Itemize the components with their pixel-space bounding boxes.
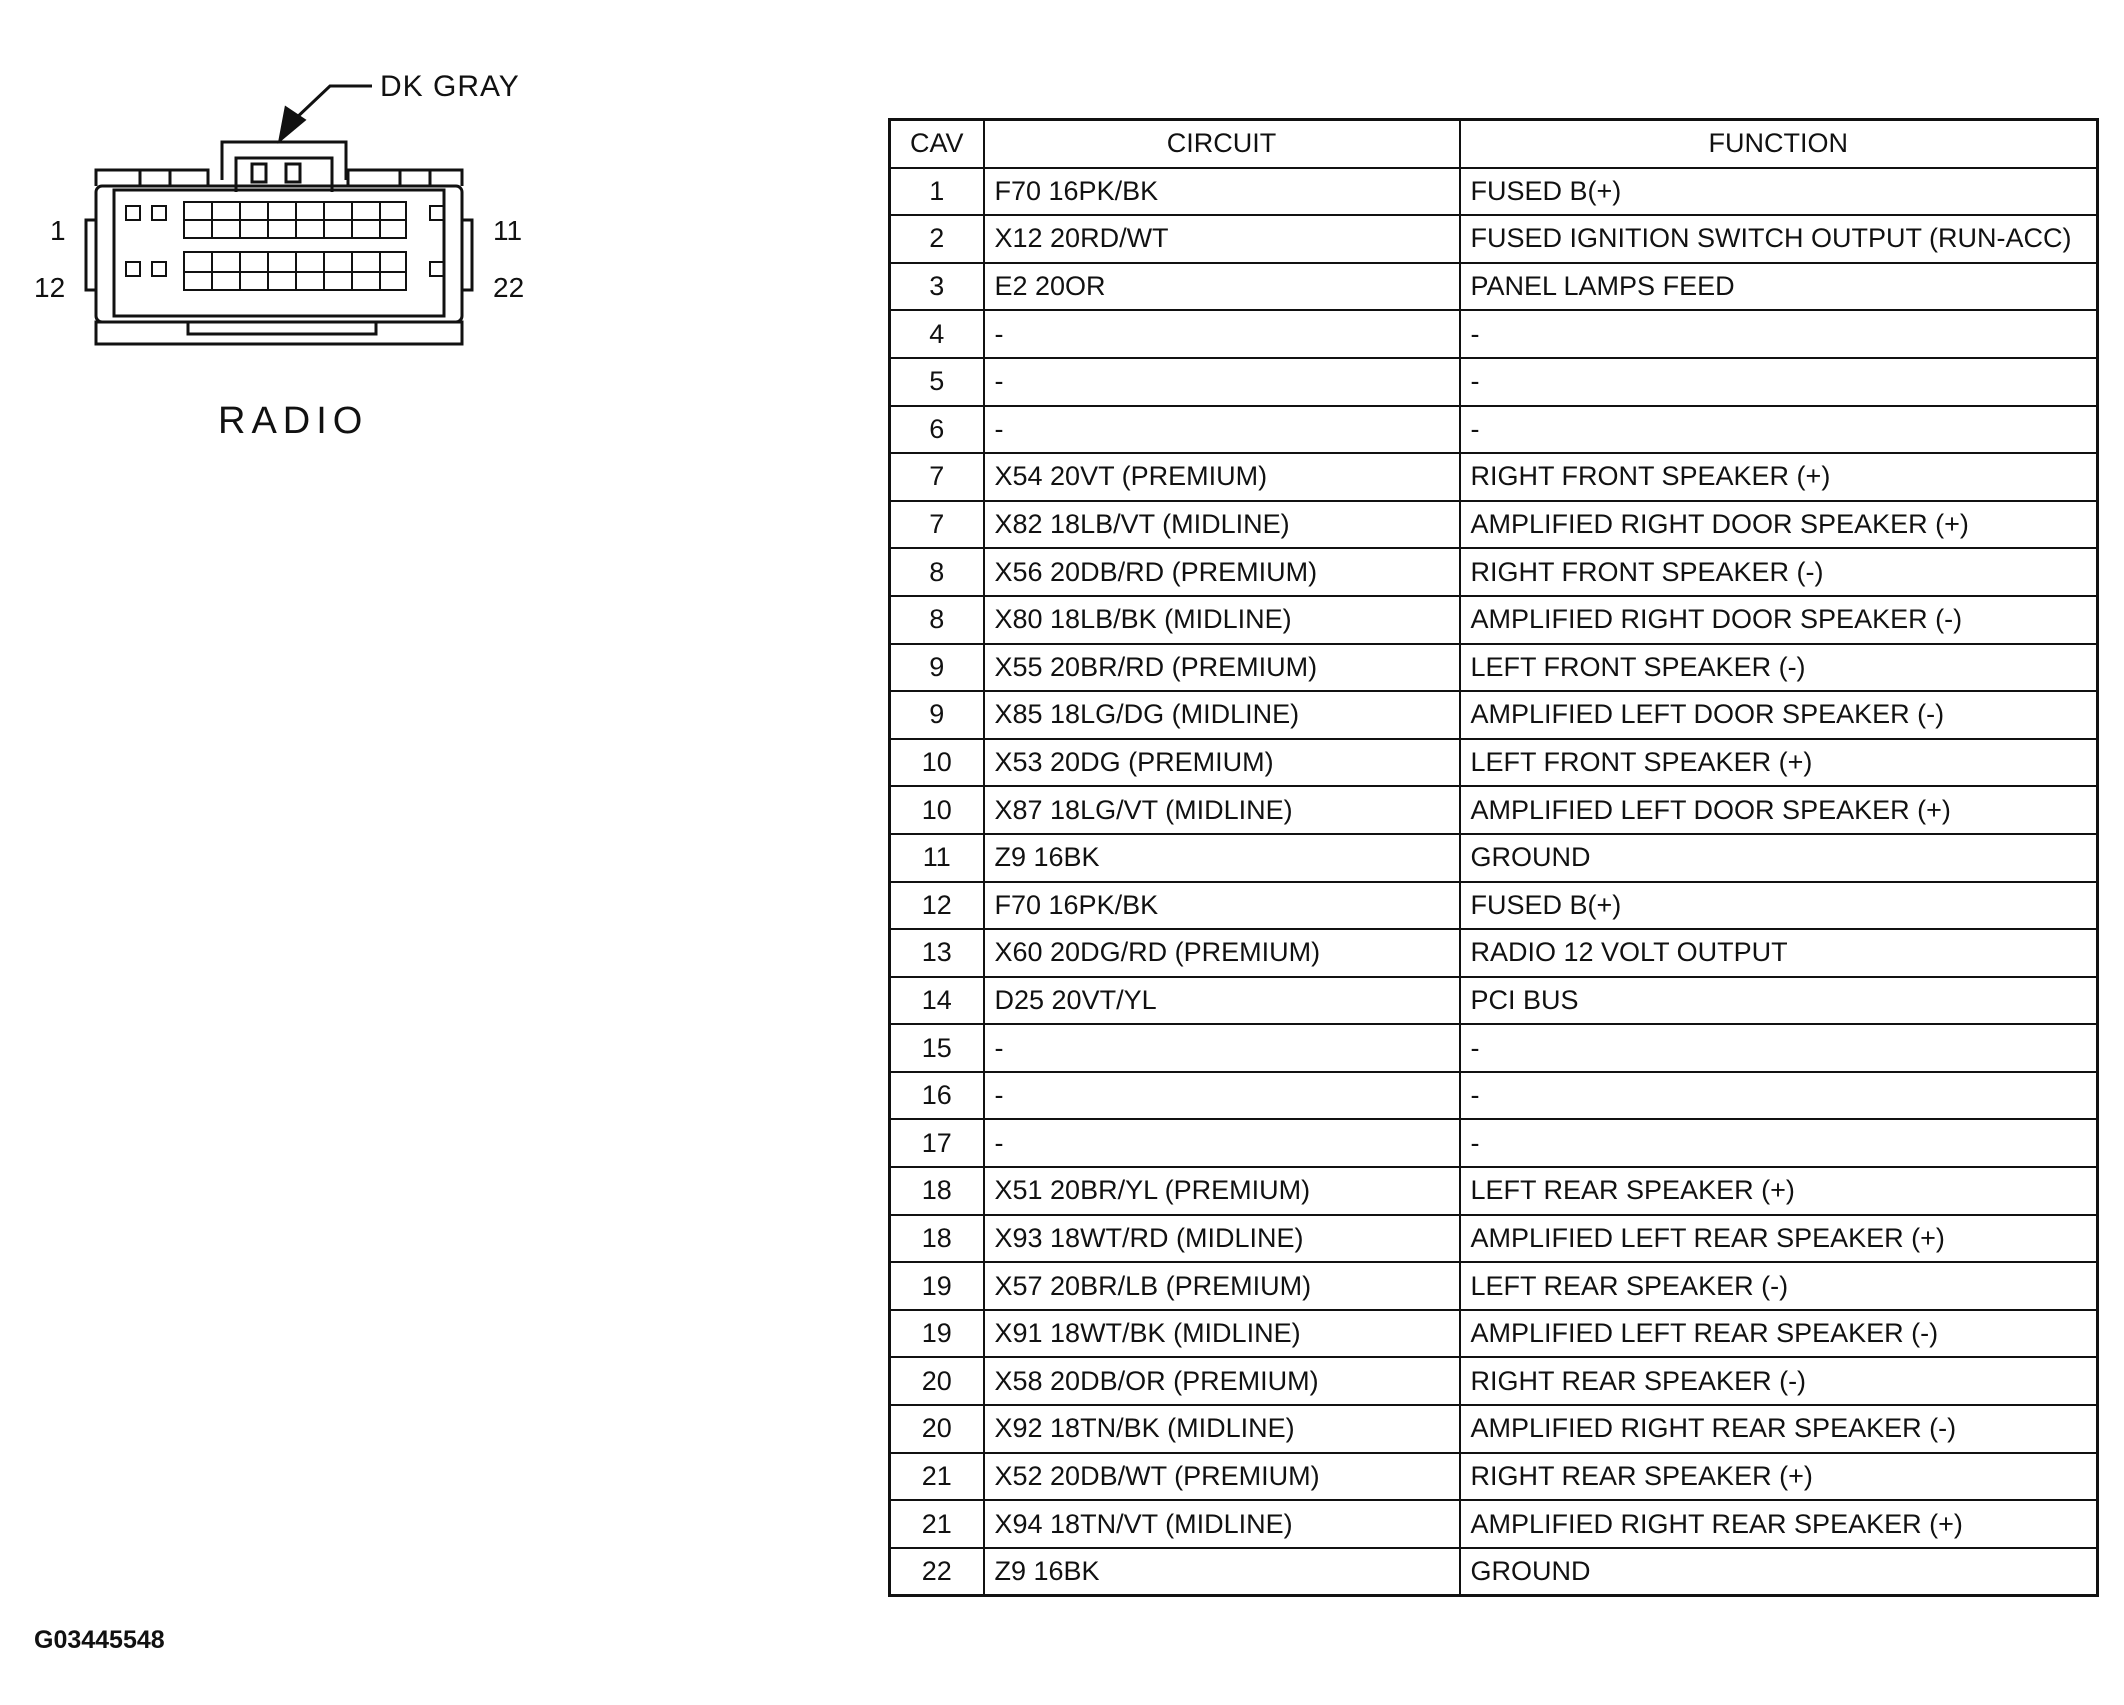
function-cell: PCI BUS — [1460, 977, 2098, 1025]
function-cell: RIGHT REAR SPEAKER (-) — [1460, 1357, 2098, 1405]
circuit-cell: X52 20DB/WT (PREMIUM) — [984, 1453, 1460, 1501]
cav-cell: 7 — [890, 453, 984, 501]
table-row — [890, 1119, 2098, 1167]
function-cell: FUSED B(+) — [1460, 168, 2098, 216]
circuit-cell: X93 18WT/RD (MIDLINE) — [984, 1215, 1460, 1263]
circuit-cell: - — [984, 1072, 1460, 1120]
table-row — [890, 1215, 2098, 1263]
cav-cell: 5 — [890, 358, 984, 406]
cav-cell: 9 — [890, 644, 984, 692]
header-cav: CAV — [890, 120, 984, 168]
circuit-cell: - — [984, 1024, 1460, 1072]
table-row — [890, 263, 2098, 311]
function-cell: AMPLIFIED LEFT DOOR SPEAKER (+) — [1460, 786, 2098, 834]
cav-cell: 2 — [890, 215, 984, 263]
function-cell: FUSED IGNITION SWITCH OUTPUT (RUN-ACC) — [1460, 215, 2098, 263]
pin-label-bottom-right: 22 — [493, 272, 525, 303]
table-row — [890, 1167, 2098, 1215]
table-row — [890, 310, 2098, 358]
circuit-cell: F70 16PK/BK — [984, 168, 1460, 216]
circuit-cell: Z9 16BK — [984, 1548, 1460, 1596]
table-row — [890, 834, 2098, 882]
circuit-cell: X87 18LG/VT (MIDLINE) — [984, 786, 1460, 834]
table-row — [890, 977, 2098, 1025]
circuit-cell: X58 20DB/OR (PREMIUM) — [984, 1357, 1460, 1405]
cav-cell: 11 — [890, 834, 984, 882]
cav-cell: 20 — [890, 1405, 984, 1453]
cav-cell: 13 — [890, 929, 984, 977]
function-cell: PANEL LAMPS FEED — [1460, 263, 2098, 311]
cav-cell: 7 — [890, 501, 984, 549]
function-cell: AMPLIFIED RIGHT DOOR SPEAKER (-) — [1460, 596, 2098, 644]
header-circuit: CIRCUIT — [984, 120, 1460, 168]
table-row — [890, 929, 2098, 977]
circuit-cell: X56 20DB/RD (PREMIUM) — [984, 548, 1460, 596]
figure-id: G03445548 — [34, 1626, 165, 1654]
table-row — [890, 1357, 2098, 1405]
circuit-cell: - — [984, 1119, 1460, 1167]
cav-cell: 18 — [890, 1167, 984, 1215]
table-row — [890, 1405, 2098, 1453]
connector-color-label: DK GRAY — [380, 70, 520, 103]
table-row — [890, 1310, 2098, 1358]
table-row — [890, 1072, 2098, 1120]
cavity-grid — [126, 202, 444, 290]
function-cell: GROUND — [1460, 834, 2098, 882]
function-cell: - — [1460, 310, 2098, 358]
table-row — [890, 215, 2098, 263]
circuit-cell: X55 20BR/RD (PREMIUM) — [984, 644, 1460, 692]
circuit-cell: X94 18TN/VT (MIDLINE) — [984, 1500, 1460, 1548]
cav-cell: 19 — [890, 1262, 984, 1310]
cav-cell: 10 — [890, 786, 984, 834]
table-row — [890, 596, 2098, 644]
function-cell: LEFT REAR SPEAKER (+) — [1460, 1167, 2098, 1215]
circuit-cell: - — [984, 406, 1460, 454]
circuit-cell: X53 20DG (PREMIUM) — [984, 739, 1460, 787]
cav-cell: 17 — [890, 1119, 984, 1167]
cav-cell: 21 — [890, 1453, 984, 1501]
circuit-cell: X92 18TN/BK (MIDLINE) — [984, 1405, 1460, 1453]
cav-cell: 14 — [890, 977, 984, 1025]
table-row — [890, 1500, 2098, 1548]
function-cell: AMPLIFIED RIGHT REAR SPEAKER (-) — [1460, 1405, 2098, 1453]
table-row — [890, 739, 2098, 787]
connector-diagram — [0, 0, 700, 480]
function-cell: RADIO 12 VOLT OUTPUT — [1460, 929, 2098, 977]
cav-cell: 8 — [890, 596, 984, 644]
table-row — [890, 406, 2098, 454]
function-cell: AMPLIFIED RIGHT DOOR SPEAKER (+) — [1460, 501, 2098, 549]
pin-label-bottom-left: 12 — [34, 272, 66, 303]
table-row — [890, 358, 2098, 406]
cav-cell: 10 — [890, 739, 984, 787]
table-row — [890, 691, 2098, 739]
table-row — [890, 644, 2098, 692]
table-row — [890, 453, 2098, 501]
table-row — [890, 168, 2098, 216]
circuit-cell: E2 20OR — [984, 263, 1460, 311]
circuit-cell: X54 20VT (PREMIUM) — [984, 453, 1460, 501]
table-row — [890, 1548, 2098, 1596]
function-cell: LEFT FRONT SPEAKER (+) — [1460, 739, 2098, 787]
cav-cell: 18 — [890, 1215, 984, 1263]
function-cell: RIGHT FRONT SPEAKER (-) — [1460, 548, 2098, 596]
circuit-cell: D25 20VT/YL — [984, 977, 1460, 1025]
cav-cell: 4 — [890, 310, 984, 358]
circuit-cell: - — [984, 310, 1460, 358]
function-cell: LEFT REAR SPEAKER (-) — [1460, 1262, 2098, 1310]
circuit-cell: X80 18LB/BK (MIDLINE) — [984, 596, 1460, 644]
cav-cell: 22 — [890, 1548, 984, 1596]
function-cell: AMPLIFIED RIGHT REAR SPEAKER (+) — [1460, 1500, 2098, 1548]
circuit-cell: X57 20BR/LB (PREMIUM) — [984, 1262, 1460, 1310]
color-leader-line — [292, 86, 372, 122]
cav-cell: 21 — [890, 1500, 984, 1548]
connector-latch — [222, 142, 346, 180]
function-cell: FUSED B(+) — [1460, 882, 2098, 930]
table-row — [890, 1024, 2098, 1072]
cav-cell: 1 — [890, 168, 984, 216]
circuit-cell: - — [984, 358, 1460, 406]
connector-housing — [96, 170, 462, 186]
function-cell: - — [1460, 1024, 2098, 1072]
cav-cell: 12 — [890, 882, 984, 930]
function-cell: - — [1460, 358, 2098, 406]
function-cell: AMPLIFIED LEFT REAR SPEAKER (+) — [1460, 1215, 2098, 1263]
function-cell: AMPLIFIED LEFT DOOR SPEAKER (-) — [1460, 691, 2098, 739]
cav-cell: 19 — [890, 1310, 984, 1358]
circuit-cell: F70 16PK/BK — [984, 882, 1460, 930]
table-body — [890, 168, 2098, 1596]
cav-cell: 6 — [890, 406, 984, 454]
cav-cell: 16 — [890, 1072, 984, 1120]
function-cell: AMPLIFIED LEFT REAR SPEAKER (-) — [1460, 1310, 2098, 1358]
circuit-cell: X85 18LG/DG (MIDLINE) — [984, 691, 1460, 739]
circuit-cell: X82 18LB/VT (MIDLINE) — [984, 501, 1460, 549]
circuit-cell: X12 20RD/WT — [984, 215, 1460, 263]
function-cell: - — [1460, 1072, 2098, 1120]
header-function: FUNCTION — [1460, 120, 2098, 168]
cav-cell: 15 — [890, 1024, 984, 1072]
function-cell: GROUND — [1460, 1548, 2098, 1596]
table-row — [890, 548, 2098, 596]
table-row — [890, 1453, 2098, 1501]
function-cell: RIGHT REAR SPEAKER (+) — [1460, 1453, 2098, 1501]
connector-name: RADIO — [218, 400, 369, 442]
function-cell: - — [1460, 406, 2098, 454]
pin-label-top-right: 11 — [493, 215, 523, 246]
table-row — [890, 1262, 2098, 1310]
pinout-table — [888, 118, 2099, 1597]
circuit-cell: X91 18WT/BK (MIDLINE) — [984, 1310, 1460, 1358]
function-cell: RIGHT FRONT SPEAKER (+) — [1460, 453, 2098, 501]
table-row — [890, 501, 2098, 549]
table-row — [890, 786, 2098, 834]
pin-label-top-left: 1 — [50, 215, 66, 246]
table-header-row — [890, 120, 2098, 168]
cav-cell: 3 — [890, 263, 984, 311]
table-row — [890, 882, 2098, 930]
circuit-cell: Z9 16BK — [984, 834, 1460, 882]
function-cell: LEFT FRONT SPEAKER (-) — [1460, 644, 2098, 692]
cav-cell: 8 — [890, 548, 984, 596]
function-cell: - — [1460, 1119, 2098, 1167]
circuit-cell: X51 20BR/YL (PREMIUM) — [984, 1167, 1460, 1215]
cav-cell: 9 — [890, 691, 984, 739]
cav-cell: 20 — [890, 1357, 984, 1405]
circuit-cell: X60 20DG/RD (PREMIUM) — [984, 929, 1460, 977]
